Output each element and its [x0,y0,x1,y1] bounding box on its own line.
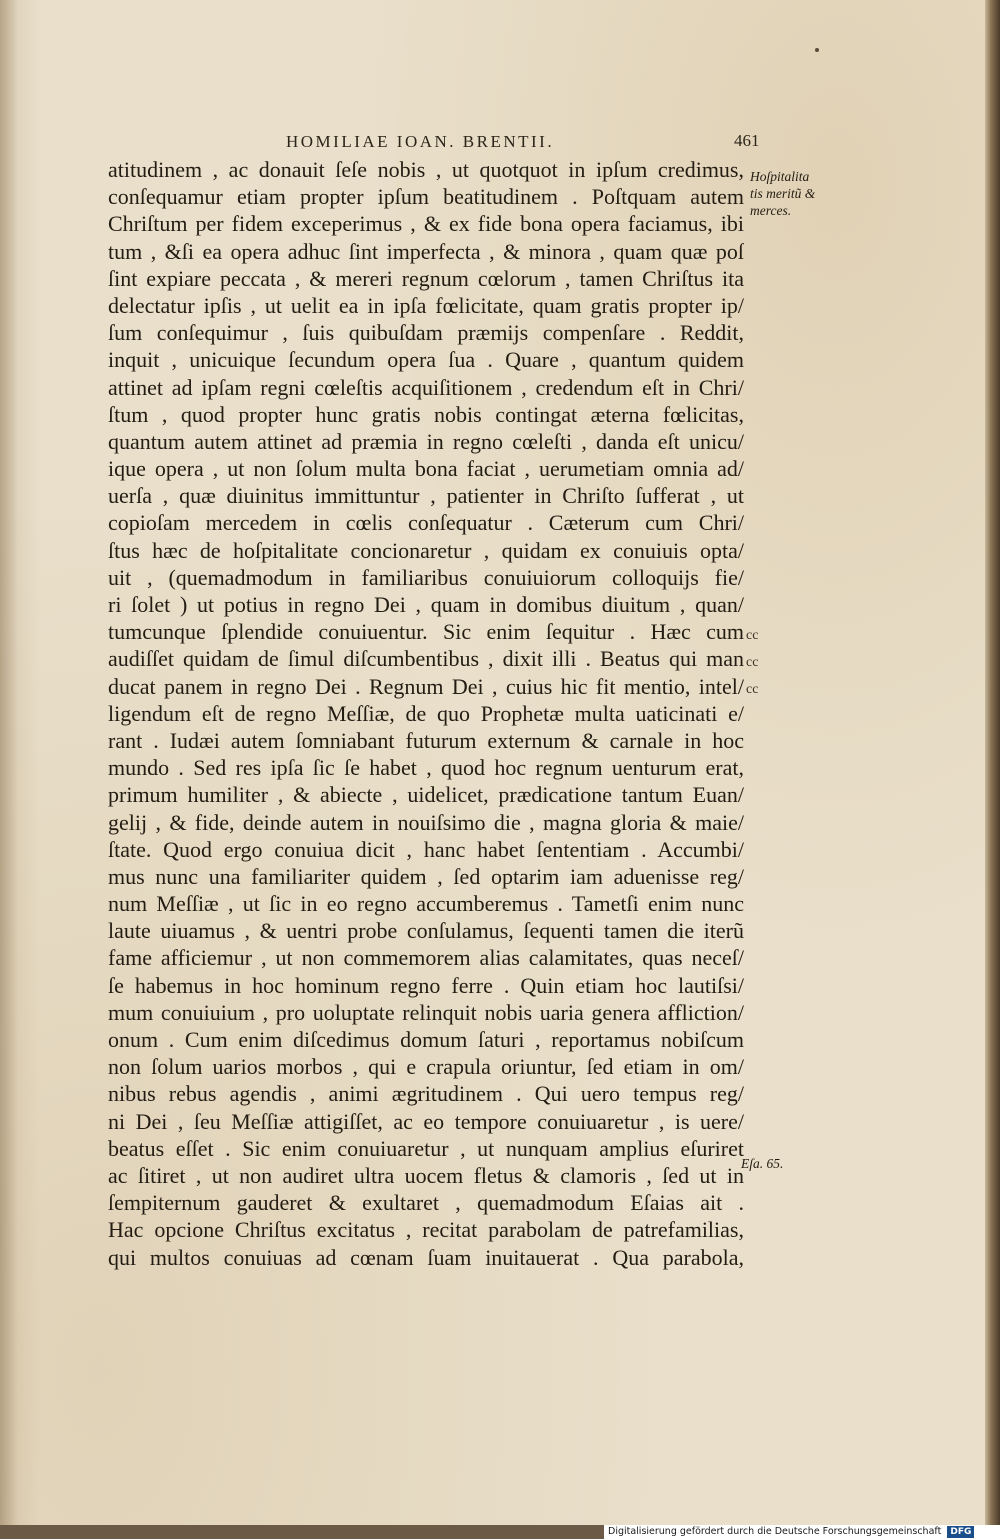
footer-credit-text: Digitalisierung gefördert durch die Deutsche Forschungsgemeinschaft [608,1526,942,1537]
text-line: audiſſet quidam de ſimul diſcumbentibus , dixit illi . Beatus qui man [108,646,744,672]
marginal-note-line: Hoſpitalita [750,169,810,184]
quote-mark: cc [746,682,759,698]
text-line: copioſam mercedem in cœlis conſequatur . Cæterum cum Chri/ [108,510,744,536]
text-line: ique opera , ut non ſolum multa bona faciat , uerumetiam omnia ad/ [108,456,744,482]
body-text [108,156,744,1271]
text-line: tumcunque ſplendide conuiuentur. Sic enim ſequitur . Hæc cum [108,619,744,645]
text-line: Hac opcione Chriſtus excitatus , recitat parabolam de patrefamilias, [108,1217,744,1243]
text-line: onum . Cum enim diſcedimus domum ſaturi , reportamus nobiſcum [108,1027,744,1052]
page-edge [985,0,1000,1539]
text-line: gelij , & fide, deinde autem in nouiſsimo die , magna gloria & maie/ [108,809,744,835]
text-line: ſint expiare peccata , & mereri regnum cœlorum , tamen Chriſtus ita [108,265,744,291]
text-line: tum , &ſi ea opera adhuc ſint imperfecta , & minora , quam quæ poſ [108,238,744,264]
text-line: ſe habemus in hoc hominum regno ferre . Quin etiam hoc lautiſsi/ [108,972,744,998]
text-line: ni Dei , ſeu Meſſiæ attigiſſet, ac eo tempore conuiuaretur , is uere/ [108,1108,744,1134]
text-line: fame afficiemur , ut non commemorem alias calamitates, quas neceſ/ [108,945,744,971]
marginal-note-line: tis meritũ & [750,186,816,201]
text-line: rant . Iudæi autem ſomniabant futurum externum & carnale in hoc [108,727,744,753]
text-line: ac ſitiret , ut non audiret ultra uocem fletus & clamoris , ſed ut in [108,1162,744,1188]
quotation-marks [746,622,758,704]
marginal-note-hospitality [750,168,825,219]
text-line: conſequamur etiam propter ipſum beatitudinem . Poſtquam autem [108,184,744,210]
text-line: inquit , unicuique ſecundum opera ſua . Quare , quantum quidem [108,347,744,373]
text-line: ducat panem in regno Dei . Regnum Dei , cuius hic fit mentio, intel/ [108,673,744,699]
footer-credit-bar [604,1525,1000,1539]
binding-shadow [0,0,18,1525]
text-line: qui multos conuiuas ad cœnam ſuam inuitauerat . Qua parabola, [108,1244,744,1270]
text-line: Chriſtum per fidem exceperimus , & ex fide bona opera faciamus, ibi [108,211,744,237]
text-line: mundo . Sed res ipſa ſic ſe habet , quod hoc regnum uenturum erat, [108,755,744,781]
quote-mark: cc [746,655,759,671]
text-line: ſempiternum gauderet & exultaret , quemadmodum Eſaias ait . [108,1190,744,1216]
text-line: ſtum , quod propter hunc gratis nobis contingat æterna fœlicitas, [108,401,744,427]
text-line: ligendum eſt de regno Meſſiæ, de quo Prophetæ multa uaticinati e/ [108,700,744,726]
text-line: ſum conſequimur , ſuis quibuſdam præmijs compenſare . Reddit, [108,320,744,346]
text-line: num Meſſiæ , ut ſic in eo regno accumberemus . Tametſi enim nunc [108,891,744,917]
text-line: ſtus hæc de hoſpitalitate concionaretur , quidam ex conuiuis opta/ [108,537,744,563]
text-line: nibus rebus agendis , animi ægritudinem . Qui uero tempus reg/ [108,1081,744,1107]
text-line: delectatur ipſis , ut uelit ea in ipſa fœlicitate, quam gratis propter ip/ [108,292,744,318]
text-line: mus nunc una familiariter quidem , ſed optarim iam aduenisse reg/ [108,863,744,889]
text-line: ſtate. Quod ergo conuiua dicit , hanc habet ſententiam . Accumbi/ [108,836,744,862]
marginal-note-esaias: Eſa. 65. [741,1156,784,1171]
text-line: non ſolum uarios morbos , qui e crapula oriuntur, ſed etiam in om/ [108,1054,744,1080]
text-line: mum conuiuium , pro uoluptate relinquit nobis uaria genera affliction/ [108,999,744,1025]
ink-spot [815,48,819,52]
text-line: quantum autem attinet ad præmia in regno cœleſti , danda eſt unicu/ [108,428,744,454]
running-head: HOMILIAE IOAN. BRENTII. [286,132,555,151]
text-line: atitudinem , ac donauit ſeſe nobis , ut quotquot in ipſum credimus, [108,157,744,182]
quote-mark: cc [746,628,759,643]
text-line: uit , (quemadmodum in familiaribus conuiuiorum colloquijs fie/ [108,564,744,590]
text-line: attinet ad ipſam regni cœleſtis acquiſitionem , credendum eſt in Chri/ [108,374,744,400]
marginal-note-line: merces. [750,203,792,218]
text-line: ri ſolet ) ut potius in regno Dei , quam in domibus diuitum , quan/ [108,592,744,617]
text-line: uerſa , quæ diuinitus immittuntur , patienter in Chriſto ſufferat , ut [108,483,744,509]
dfg-logo: DFG [947,1526,974,1538]
text-line: laute uiuamus , & uentri probe conſulamus, ſequenti tamen die iterũ [108,918,744,944]
text-line: beatus eſſet . Sic enim conuiuaretur , ut nunquam amplius eſuriret [108,1135,744,1161]
text-line: primum humiliter , & abiecte , uidelicet, prædicatione tantum Euan/ [108,782,744,808]
page-number: 461 [734,131,760,150]
